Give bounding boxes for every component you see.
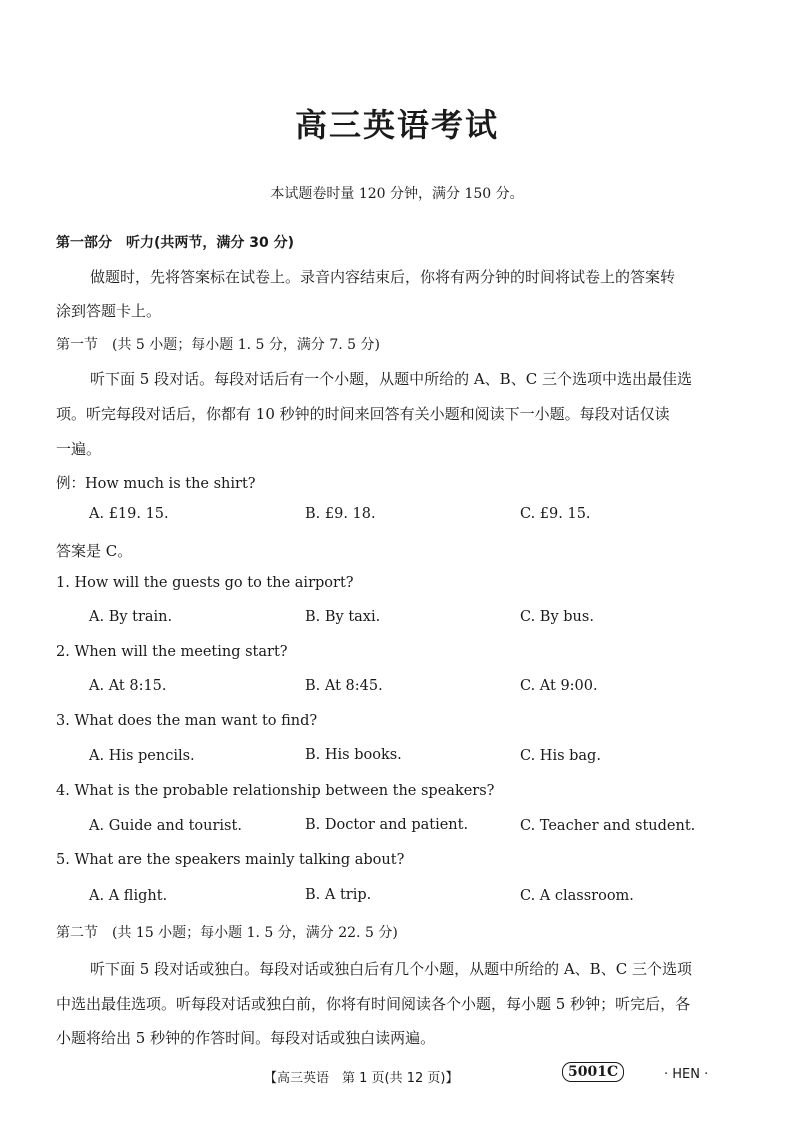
- page-title: 高三英语考试: [294, 106, 499, 144]
- section1-line1: 听下面 5 段对话。每段对话后有一个小题，从题中所给的 A、B、C 三个选项中选出最佳选: [90, 370, 692, 388]
- q2-option-c: C. At 9:00.: [520, 678, 598, 694]
- section1-line2: 项。听完每段对话后，你都有 10 秒钟的时间来回答有关小题和阅读下一小题。每段对话仅读: [56, 405, 670, 423]
- q1-option-b: B. By taxi.: [305, 609, 381, 625]
- example-question: 例：How much is the shirt?: [56, 476, 256, 492]
- q4-option-c: C. Teacher and student.: [520, 818, 696, 834]
- page-subtitle: 本试题卷时量 120 分钟，满分 150 分。: [270, 186, 524, 202]
- example-option-a: A. £19. 15.: [89, 506, 169, 522]
- question-1: 1. How will the guests go to the airport?: [56, 575, 354, 591]
- q4-option-a: A. Guide and tourist.: [89, 818, 242, 834]
- part1-intro-line1: 做题时，先将答案标在试卷上。录音内容结束后，你将有两分钟的时间将试卷上的答案转: [90, 268, 676, 286]
- footer-code-badge: 5001C: [562, 1062, 624, 1082]
- q2-option-b: B. At 8:45.: [305, 678, 383, 694]
- q3-option-a: A. His pencils.: [89, 748, 195, 764]
- q2-option-a: A. At 8:15.: [89, 678, 167, 694]
- question-4: 4. What is the probable relationship between the speakers?: [56, 783, 495, 799]
- section2-line1: 听下面 5 段对话或独白。每段对话或独白后有几个小题，从题中所给的 A、B、C 三个选项: [90, 960, 692, 978]
- section1-line3: 一遍。: [56, 440, 102, 458]
- section2-line3: 小题将给出 5 秒钟的作答时间。每段对话或独白读两遍。: [56, 1029, 436, 1047]
- q1-option-a: A. By train.: [89, 609, 173, 625]
- footer-tag: · HEN ·: [664, 1067, 709, 1082]
- example-option-b: B. £9. 18.: [305, 506, 376, 522]
- question-3: 3. What does the man want to find?: [56, 713, 318, 729]
- footer-page-info: 【高三英语 第 1 页(共 12 页)】: [264, 1071, 459, 1086]
- q1-option-c: C. By bus.: [520, 609, 594, 625]
- section2-heading: 第二节 (共 15 小题；每小题 1. 5 分，满分 22. 5 分): [56, 925, 398, 941]
- section2-line2: 中选出最佳选项。听每段对话或独白前，你将有时间阅读各个小题，每小题 5 秒钟；听完后，各: [56, 995, 691, 1013]
- q3-option-b: B. His books.: [305, 747, 402, 763]
- part1-intro-line2: 涂到答题卡上。: [56, 302, 162, 320]
- part1-heading: 第一部分 听力(共两节，满分 30 分): [56, 235, 295, 251]
- example-option-c: C. £9. 15.: [520, 506, 591, 522]
- example-answer: 答案是 C。: [56, 542, 133, 560]
- q5-option-c: C. A classroom.: [520, 888, 634, 904]
- q3-option-c: C. His bag.: [520, 748, 601, 764]
- q4-option-b: B. Doctor and patient.: [305, 817, 469, 833]
- q5-option-a: A. A flight.: [89, 888, 168, 904]
- section1-heading: 第一节 (共 5 小题；每小题 1. 5 分，满分 7. 5 分): [56, 337, 380, 353]
- question-2: 2. When will the meeting start?: [56, 644, 288, 660]
- q5-option-b: B. A trip.: [305, 887, 372, 903]
- question-5: 5. What are the speakers mainly talking about?: [56, 852, 405, 868]
